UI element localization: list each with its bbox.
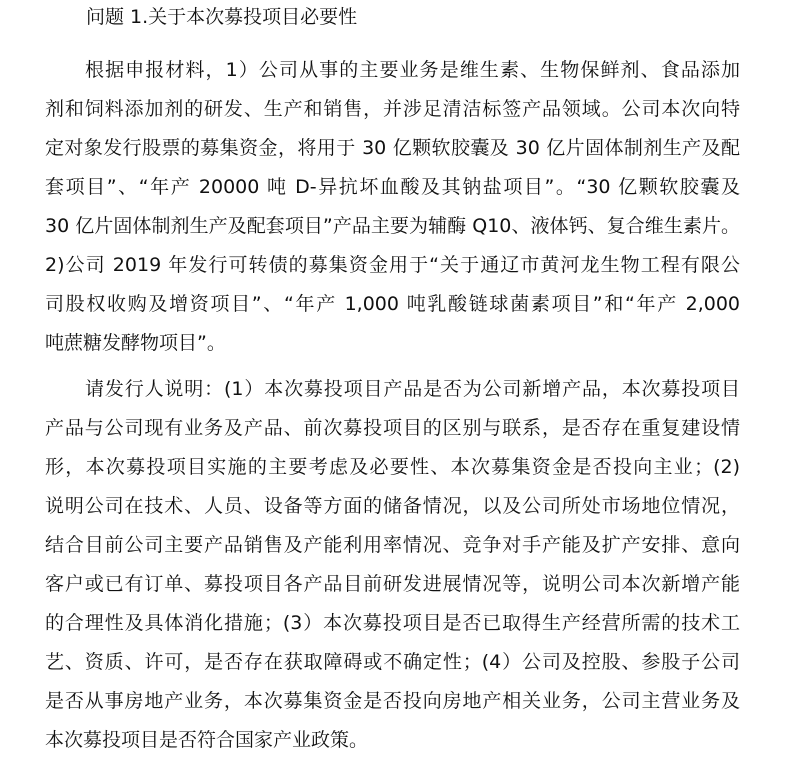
paragraph-line: 客户或已有订单、募投项目各产品目前研发进展情况等，说明公司本次新增产能: [45, 573, 740, 595]
question-heading: 问题 1.关于本次募投项目必要性: [86, 6, 358, 28]
paragraph-line: 结合目前公司主要产品销售及产能利用率情况、竞争对手产能及扩产安排、意向: [45, 534, 740, 556]
paragraph-line: 定对象发行股票的募集资金，将用于 30 亿颗软胶囊及 30 亿片固体制剂生产及配: [45, 137, 740, 159]
paragraph-line: 形，本次募投项目实施的主要考虑及必要性、本次募集资金是否投向主业；(2): [45, 456, 740, 478]
paragraph-line: 2)公司 2019 年发行可转债的募集资金用于“关于通辽市黄河龙生物工程有限公: [45, 254, 740, 276]
request-paragraph: [45, 370, 740, 760]
paragraph-line: 吨蔗糖发酵物项目”。: [45, 332, 226, 354]
paragraph-line: 本次募投项目是否符合国家产业政策。: [45, 729, 369, 751]
paragraph-line: 艺、资质、许可，是否存在获取障碍或不确定性；(4）公司及控股、参股子公司: [45, 651, 740, 673]
paragraph-line: 30 亿片固体制剂生产及配套项目”产品主要为辅酶 Q10、液体钙、复合维生素片。: [45, 215, 740, 237]
paragraph-line: 根据申报材料，1）公司从事的主要业务是维生素、生物保鲜剂、食品添加: [85, 59, 740, 81]
paragraph-line: 说明公司在技术、人员、设备等方面的储备情况，以及公司所处市场地位情况，: [45, 495, 740, 517]
paragraph-line: 套项目”、“年产 20000 吨 D-异抗坏血酸及其钠盐项目”。“30 亿颗软胶囊及: [45, 176, 740, 198]
paragraph-line: 剂和饲料添加剂的研发、生产和销售，并涉足清洁标签产品领域。公司本次向特: [45, 98, 740, 120]
paragraph-line: 请发行人说明：(1）本次募投项目产品是否为公司新增产品，本次募投项目: [85, 378, 740, 400]
paragraph-line: 是否从事房地产业务，本次募集资金是否投向房地产相关业务，公司主营业务及: [45, 690, 740, 712]
paragraph-line: 司股权收购及增资项目”、“年产 1,000 吨乳酸链球菌素项目”和“年产 2,000: [45, 293, 740, 315]
paragraph-line: 的合理性及具体消化措施；(3）本次募投项目是否已取得生产经营所需的技术工: [45, 612, 740, 634]
paragraph-line: 产品与公司现有业务及产品、前次募投项目的区别与联系，是否存在重复建设情: [45, 417, 740, 439]
background-paragraph: [45, 51, 740, 363]
